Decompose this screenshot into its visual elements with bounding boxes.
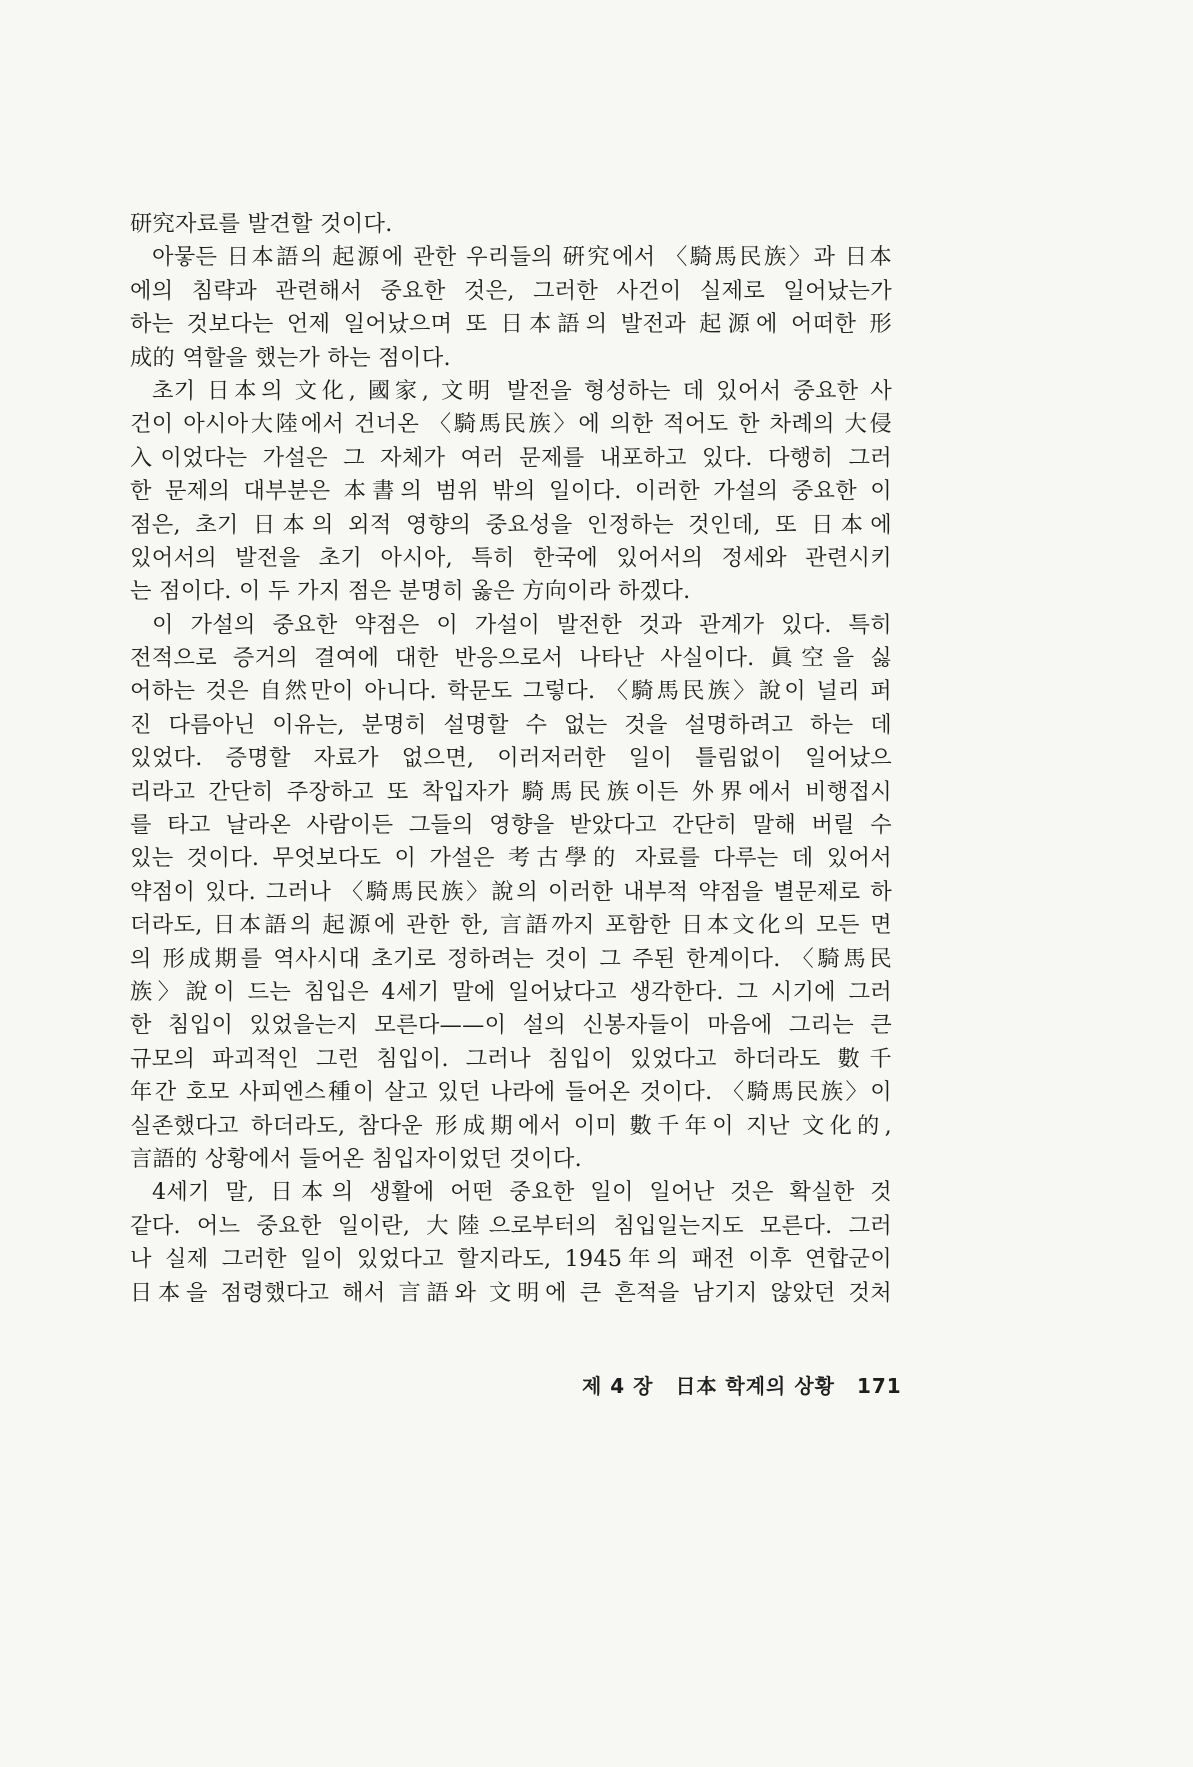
text-line: 있는 것이다. 무엇보다도 이 가설은 考古學的 자료를 다루는 데 있어서 (130, 845, 892, 872)
text-line: 전적으로 증거의 결여에 대한 반응으로서 나타난 사실이다. 眞空을 싫 (130, 645, 892, 672)
text-line: 研究자료를 발견할 것이다. (130, 211, 393, 237)
running-footer (568, 1368, 902, 1404)
text-line: 族〉說이 드는 침입은 4세기 말에 일어났다고 생각한다. 그 시기에 그러 (130, 978, 892, 1005)
text-line: 진 다름아닌 이유는, 분명히 설명할 수 없는 것을 설명하려고 하는 데 (130, 711, 892, 738)
text-line: 나 실제 그러한 일이 있었다고 할지라도, 1945年의 패전 이후 연합군이 (130, 1246, 892, 1273)
text-line: 의 形成期를 역사시대 초기로 정하려는 것이 그 주된 한계이다. 〈騎馬民 (130, 945, 892, 972)
text-line: 실존했다고 하더라도, 참다운 形成期에서 이미 數千年이 지난 文化的, (130, 1112, 892, 1139)
text-line: 하는 것보다는 언제 일어났으며 또 日本語의 발전과 起源에 어떠한 形 (130, 311, 892, 338)
chapter-title: 日本 학계의 상황 (675, 1374, 835, 1398)
chapter-label: 제 4 장 (582, 1374, 654, 1398)
text-line: 점은, 초기 日本의 외적 영향의 중요성을 인정하는 것인데, 또 日本에 (130, 511, 892, 538)
text-line: 있었다. 증명할 자료가 없으면, 이러저러한 일이 틀림없이 일어났으 (130, 745, 892, 772)
text-line: 入이었다는 가설은 그 자체가 여러 문제를 내포하고 있다. 다행히 그러 (130, 444, 892, 471)
text-line: 초기 日本의 文化, 國家, 文明 발전을 형성하는 데 있어서 중요한 사 (152, 377, 892, 404)
text-line: 言語的 상황에서 들어온 침입자이었던 것이다. (130, 1145, 582, 1172)
text-line: 약점이 있다. 그러나 〈騎馬民族〉說의 이러한 내부적 약점을 별문제로 하 (130, 878, 892, 905)
text-line: 는 점이다. 이 두 가지 점은 분명히 옳은 方向이라 하겠다. (130, 578, 691, 605)
text-line: 규모의 파괴적인 그런 침입이. 그러나 침입이 있었다고 하더라도 數千 (130, 1045, 892, 1072)
text-line: 더라도, 日本語의 起源에 관한 한, 言語까지 포함한 日本文化의 모든 면 (130, 912, 892, 939)
text-line: 이 가설의 중요한 약점은 이 가설이 발전한 것과 관계가 있다. 특히 (152, 611, 892, 638)
text-line: 있어서의 발전을 초기 아시아, 특히 한국에 있어서의 정세와 관련시키 (130, 544, 892, 571)
text-line: 어하는 것은 自然만이 아니다. 학문도 그렇다. 〈騎馬民族〉說이 널리 퍼 (130, 678, 892, 705)
text-line: 한 문제의 대부분은 本書의 범위 밖의 일이다. 이러한 가설의 중요한 이 (130, 478, 892, 505)
text-line: 에의 침략과 관련해서 중요한 것은, 그러한 사건이 실제로 일어났는가 (130, 277, 892, 304)
text-line: 4세기 말, 日本의 생활에 어떤 중요한 일이 일어난 것은 확실한 것 (152, 1179, 892, 1206)
text-line: 같다. 어느 중요한 일이란, 大陸으로부터의 침입일는지도 모른다. 그러 (130, 1212, 892, 1239)
page-number: 171 (856, 1374, 902, 1398)
text-line: 건이 아시아大陸에서 건너온 〈騎馬民族〉에 의한 적어도 한 차례의 大侵 (130, 411, 892, 438)
text-line: 리라고 간단히 주장하고 또 착입자가 騎馬民族이든 外界에서 비행접시 (130, 778, 892, 805)
body-text (130, 208, 892, 1310)
text-line: 를 타고 날라온 사람이든 그들의 영향을 받았다고 간단히 말해 버릴 수 (130, 812, 892, 839)
text-line: 年간 호모 사피엔스種이 살고 있던 나라에 들어온 것이다. 〈騎馬民族〉이 (130, 1079, 892, 1106)
text-line: 아뭏든 日本語의 起源에 관한 우리들의 硏究에서 〈騎馬民族〉과 日本 (152, 244, 892, 271)
text-line: 成的 역할을 했는가 하는 점이다. (130, 344, 451, 371)
text-line: 한 침입이 있었을는지 모른다——이 설의 신봉자들이 마음에 그리는 큰 (130, 1012, 892, 1039)
text-line: 日本을 점령했다고 해서 言語와 文明에 큰 흔적을 남기지 않았던 것처 (130, 1279, 892, 1306)
